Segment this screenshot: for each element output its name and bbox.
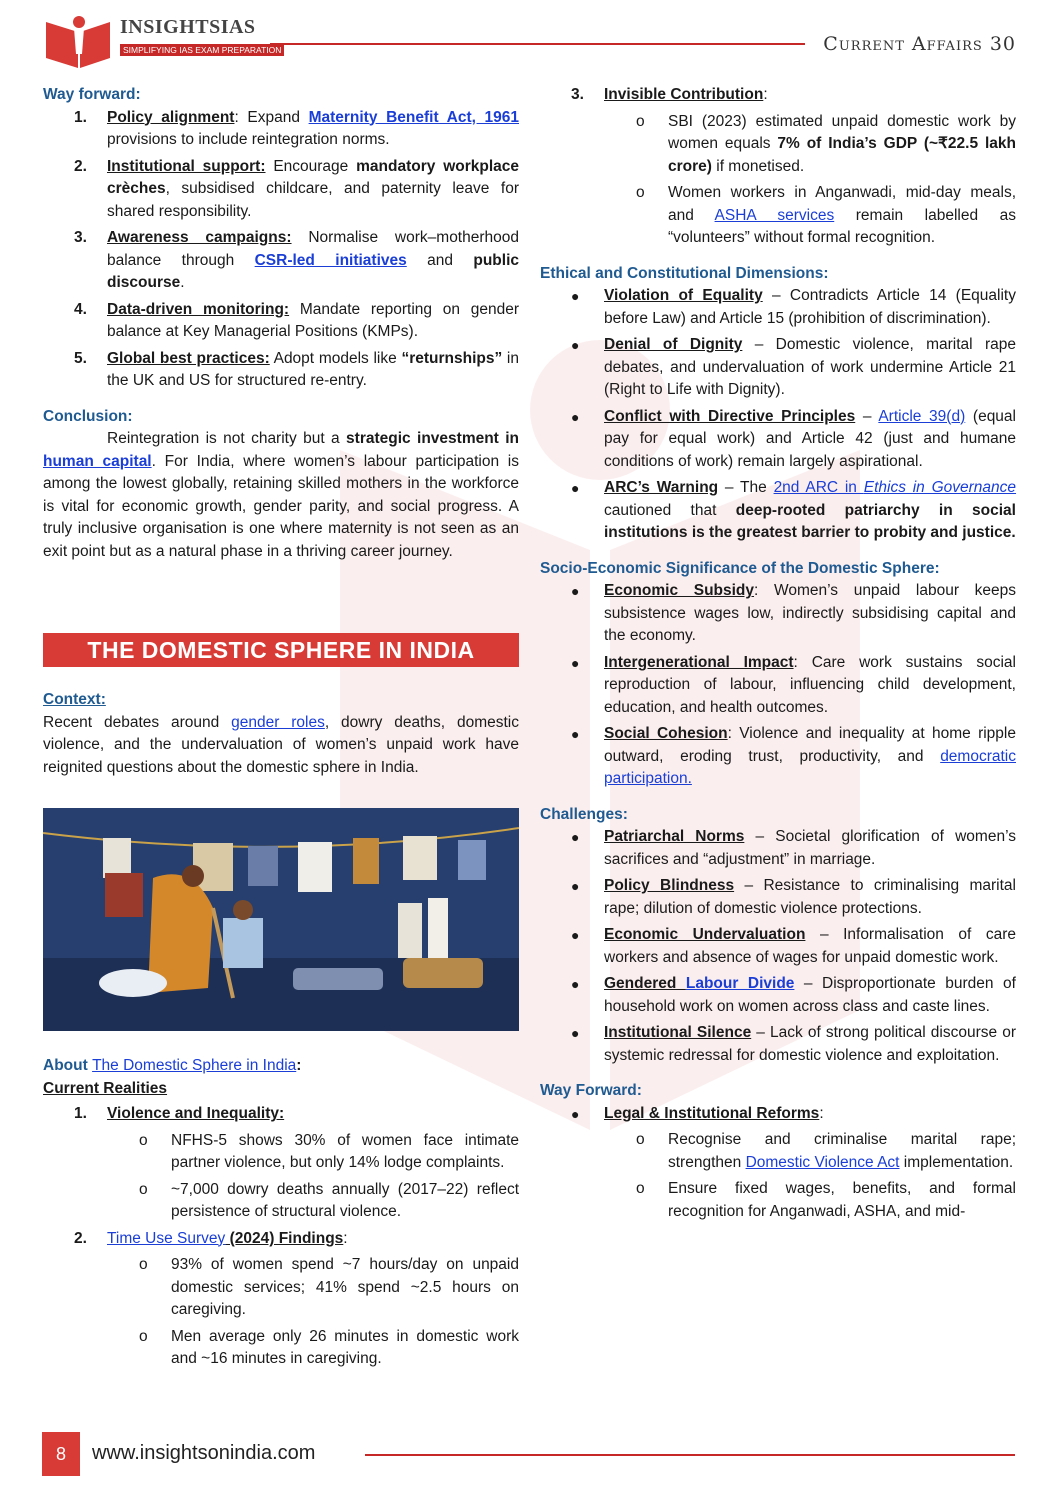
sub-item: o Ensure fixed wages, benefits, and formal recognition for Anganwadi, ASHA, and mid-	[636, 1180, 1016, 1220]
insightsias-logo	[44, 14, 282, 70]
header-rule	[270, 43, 805, 45]
sub-item: o Recognise and criminalise marital rape; strengthen Domestic Violence Act implementation.	[636, 1131, 1016, 1171]
page-title: Current Affairs 30	[823, 33, 1016, 55]
list-item: 4. Data-driven monitoring: Mandate reporting on gender balance at Key Managerial Positions (KMPs).	[74, 300, 519, 340]
list-item: 2. Institutional support: Encourage mandatory workplace crèches, subsidised childcare, and paternity leave for shared responsibility.	[74, 157, 519, 220]
section-heading-way-forward-2: Way Forward:	[540, 1082, 642, 1099]
logo-name: INSIGHTSIAS	[120, 16, 256, 38]
list-item: ● Denial of Dignity – Domestic violence, marital rape debates, and undervaluation of work undermine Article 21 (Right to Life with Dignity).	[571, 336, 1016, 398]
sub-item: o Men average only 26 minutes in domestic work and ~16 minutes in caregiving.	[139, 1327, 519, 1367]
list-item: 2. Time Use Survey (2024) Findings:	[74, 1229, 348, 1247]
list-item: ● Intergenerational Impact: Care work sustains social reproduction of labour, influencing child development, education, and health outcomes.	[571, 653, 1016, 716]
list-item: 3. Invisible Contribution:	[571, 86, 768, 103]
list-item: 1. Violence and Inequality:	[74, 1105, 285, 1122]
context-block	[43, 689, 519, 779]
list-item: ● Gendered Labour Divide – Disproportionate burden of household work on women across class and caste lines.	[571, 975, 1016, 1015]
section-heading-socio-economic: Socio-Economic Significance of the Domestic Sphere:	[540, 559, 940, 577]
section-heading-conclusion: Conclusion:	[43, 407, 133, 425]
sub-item: o NFHS-5 shows 30% of women face intimate partner violence, but only 14% lodge complaints.	[139, 1131, 519, 1171]
link-asha-services[interactable]: ASHA services	[714, 206, 835, 224]
domestic-sphere-illustration	[43, 808, 519, 1031]
list-item: 3. Awareness campaigns: Normalise work–motherhood balance through CSR-led initiatives and public discourse.	[74, 229, 519, 291]
link-csr-initiatives[interactable]: CSR-led initiatives	[254, 251, 407, 269]
list-item: 1. Policy alignment: Expand Maternity Benefit Act, 1961 provisions to include reintegration norms.	[74, 108, 519, 148]
link-maternity-benefit-act[interactable]: Maternity Benefit Act, 1961	[308, 108, 519, 126]
link-domestic-violence-act[interactable]: Domestic Violence Act	[745, 1153, 900, 1171]
sub-item: o Women workers in Anganwadi, mid-day meals, and ASHA services remain labelled as “volunteers” without formal recognition.	[636, 184, 1016, 246]
list-item: ● Economic Undervaluation – Informalisation of care workers and absence of wages for unpaid domestic work.	[571, 926, 1016, 966]
context-paragraph: Recent debates around gender roles, dowry deaths, domestic violence, and the undervaluation of women’s unpaid work have reignited questions about the domestic sphere in India.	[43, 713, 519, 776]
section-heading-ethical: Ethical and Constitutional Dimensions:	[540, 264, 829, 282]
current-realities-heading: Current Realities	[43, 1079, 168, 1097]
list-item: ● Policy Blindness – Resistance to criminalising marital rape; dilution of domestic violence protections.	[571, 877, 1016, 917]
list-item: ● Violation of Equality – Contradicts Article 14 (Equality before Law) and Article 15 (prohibition of discrimination).	[571, 287, 1016, 327]
link-gender-roles[interactable]: gender roles	[231, 713, 325, 731]
list-item: ● Patriarchal Norms – Societal glorification of women’s sacrifices and “adjustment” in marriage.	[571, 828, 1016, 868]
footer-rule	[365, 1454, 1015, 1456]
section-heading-way-forward: Way forward:	[43, 86, 141, 103]
link-labour-divide[interactable]: Labour Divide	[685, 975, 795, 992]
link-article-39d[interactable]: Article 39(d)	[878, 407, 966, 425]
page-number: 8	[42, 1432, 80, 1476]
list-item: ● Social Cohesion: Violence and inequality at home ripple outward, eroding trust, productivity, and democratic participation.	[571, 725, 1016, 787]
logo-tagline: SIMPLIFYING IAS EXAM PREPARATION	[120, 44, 284, 56]
section-heading-context: Context:	[43, 691, 106, 708]
list-item: ● Legal & Institutional Reforms:	[571, 1104, 824, 1122]
link-time-use-survey[interactable]: Time Use Survey	[107, 1229, 226, 1247]
link-human-capital[interactable]: human capital	[43, 452, 152, 470]
list-item: ● ARC’s Warning – The 2nd ARC in Ethics in Governance cautioned that deep-rooted patriarchy in social institutions is the greatest barrier to probity and justice.	[571, 479, 1017, 541]
list-item: ● Institutional Silence – Lack of strong political discourse or systemic redressal for domestic violence and exploitation.	[571, 1024, 1016, 1064]
footer-url[interactable]: www.insightsonindia.com	[92, 1442, 316, 1464]
section-heading-challenges: Challenges:	[540, 805, 628, 823]
list-item: ● Economic Subsidy: Women’s unpaid labour keeps subsistence wages low, indirectly subsidising capital and the economy.	[571, 582, 1016, 644]
list-item: 5. Global best practices: Adopt models like “returnships” in the UK and US for structured re-entry.	[74, 349, 519, 389]
link-domestic-sphere[interactable]: The Domestic Sphere in India	[92, 1057, 297, 1074]
logo-emblem-icon	[44, 14, 114, 70]
list-item: ● Conflict with Directive Principles – Article 39(d) (equal pay for equal work) and Article 42 (just and humane conditions of work) remain largely aspirational.	[571, 407, 1016, 470]
sub-item: o SBI (2023) estimated unpaid domestic work by women equals 7% of India’s GDP (~₹22.5 lakh crore) if monetised.	[636, 112, 1016, 175]
about-block	[43, 1055, 519, 1375]
link-2nd-arc[interactable]: 2nd ARC in Ethics in Governance	[773, 479, 1017, 496]
conclusion-paragraph: Reintegration is not charity but a strategic investment in human capital. For India, where women’s labour participation is among the lowest globally, retaining skilled mothers in the workforce is vital for economic growth, gender parity, and social progress. A truly inclusive organisation is one where maternity is not seen as an exit point but as a natural phase in a thriving career journey.	[43, 430, 520, 560]
about-heading: About The Domestic Sphere in India:	[43, 1057, 302, 1074]
link-democratic-participation[interactable]: democratic participation.	[604, 747, 1016, 787]
section-banner: THE DOMESTIC SPHERE IN INDIA	[43, 633, 519, 667]
right-column	[540, 84, 1016, 1227]
sub-item: o ~7,000 dowry deaths annually (2017–22) reflect persistence of structural violence.	[139, 1180, 519, 1220]
sub-item: o 93% of women spend ~7 hours/day on unpaid domestic services; 41% spend ~2.5 hours on caregiving.	[139, 1256, 519, 1318]
woman-sweeping-illustration-icon	[43, 808, 519, 1031]
left-column	[43, 84, 519, 563]
